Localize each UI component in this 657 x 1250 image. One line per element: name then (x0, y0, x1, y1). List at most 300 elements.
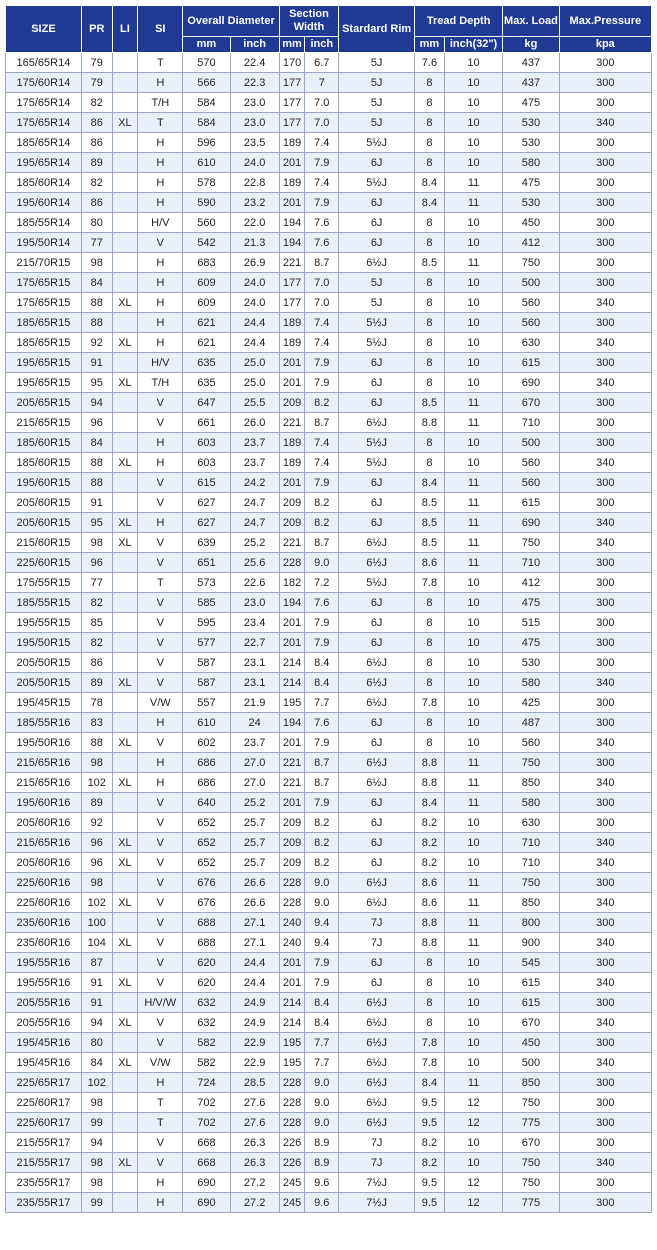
standard-rim-cell: 5½J (339, 173, 415, 193)
standard-rim-cell: 5J (339, 293, 415, 313)
section-width-inch-cell: 9.4 (305, 913, 339, 933)
overall-diameter-inch-cell: 22.3 (230, 73, 279, 93)
li-cell (112, 493, 138, 513)
overall-diameter-inch-cell: 25.0 (230, 373, 279, 393)
pr-cell: 82 (81, 593, 112, 613)
max-pressure-cell: 340 (559, 533, 651, 553)
max-load-cell: 437 (503, 73, 559, 93)
tread-depth-mm-cell: 8 (415, 333, 445, 353)
standard-rim-cell: 6½J (339, 993, 415, 1013)
section-width-mm-cell: 194 (279, 713, 305, 733)
size-cell: 175/65R14 (6, 93, 82, 113)
overall-diameter-inch-cell: 23.7 (230, 453, 279, 473)
pr-cell: 85 (81, 613, 112, 633)
max-load-cell: 630 (503, 333, 559, 353)
section-width-mm-cell: 209 (279, 393, 305, 413)
li-cell (112, 413, 138, 433)
pr-cell: 86 (81, 653, 112, 673)
li-cell (112, 1033, 138, 1053)
tread-depth-inch-cell: 10 (444, 1133, 502, 1153)
overall-diameter-mm-cell: 621 (183, 313, 230, 333)
max-load-cell: 750 (503, 253, 559, 273)
standard-rim-cell: 6J (339, 513, 415, 533)
si-cell: H (138, 713, 183, 733)
li-cell (112, 653, 138, 673)
overall-diameter-mm-cell: 587 (183, 653, 230, 673)
section-width-inch-cell: 7.0 (305, 93, 339, 113)
table-row (6, 1193, 652, 1213)
max-load-cell: 412 (503, 233, 559, 253)
tread-depth-inch-cell: 10 (444, 573, 502, 593)
max-pressure-cell: 300 (559, 413, 651, 433)
size-cell: 185/55R14 (6, 213, 82, 233)
max-pressure-cell: 300 (559, 193, 651, 213)
max-load-cell: 690 (503, 513, 559, 533)
overall-diameter-inch-cell: 22.6 (230, 573, 279, 593)
overall-diameter-inch-cell: 24.9 (230, 1013, 279, 1033)
li-cell: XL (112, 293, 138, 313)
tread-depth-mm-cell: 8 (415, 613, 445, 633)
section-width-inch-cell: 8.7 (305, 753, 339, 773)
overall-diameter-inch-cell: 23.0 (230, 93, 279, 113)
si-cell: V (138, 953, 183, 973)
li-cell: XL (112, 533, 138, 553)
size-cell: 225/60R16 (6, 873, 82, 893)
section-width-mm-cell: 201 (279, 353, 305, 373)
tread-depth-mm-cell: 8 (415, 113, 445, 133)
size-cell: 195/50R16 (6, 733, 82, 753)
max-load-cell: 750 (503, 533, 559, 553)
overall-diameter-mm-cell: 584 (183, 93, 230, 113)
overall-diameter-inch-unit: inch (230, 37, 279, 53)
table-row (6, 353, 652, 373)
section-width-inch-cell: 9.0 (305, 1113, 339, 1133)
section-width-mm-cell: 209 (279, 853, 305, 873)
standard-rim-cell: 5½J (339, 313, 415, 333)
overall-diameter-mm-cell: 621 (183, 333, 230, 353)
size-cell: 175/65R14 (6, 113, 82, 133)
overall-diameter-mm-cell: 585 (183, 593, 230, 613)
tread-depth-inch-cell: 11 (444, 513, 502, 533)
si-cell: T/H (138, 93, 183, 113)
overall-diameter-mm-cell: 668 (183, 1133, 230, 1153)
standard-rim-cell: 6J (339, 233, 415, 253)
standard-rim-cell: 6J (339, 833, 415, 853)
section-width-mm-cell: 221 (279, 253, 305, 273)
overall-diameter-mm-cell: 690 (183, 1173, 230, 1193)
size-cell: 195/65R14 (6, 153, 82, 173)
si-cell: V (138, 1153, 183, 1173)
overall-diameter-mm-cell: 627 (183, 513, 230, 533)
max-pressure-cell: 340 (559, 973, 651, 993)
section-width-mm-cell: 189 (279, 433, 305, 453)
standard-rim-cell: 6½J (339, 1073, 415, 1093)
li-cell: XL (112, 333, 138, 353)
size-cell: 205/65R15 (6, 393, 82, 413)
standard-rim-cell: 6½J (339, 673, 415, 693)
si-cell: V (138, 673, 183, 693)
size-cell: 185/60R15 (6, 453, 82, 473)
max-load-cell: 515 (503, 613, 559, 633)
table-row (6, 1053, 652, 1073)
li-cell: XL (112, 933, 138, 953)
size-cell: 175/55R15 (6, 573, 82, 593)
section-width-inch-cell: 7.7 (305, 693, 339, 713)
size-cell: 185/60R15 (6, 433, 82, 453)
pr-cell: 96 (81, 853, 112, 873)
li-cell (112, 753, 138, 773)
overall-diameter-mm-cell: 573 (183, 573, 230, 593)
size-cell: 195/45R16 (6, 1033, 82, 1053)
max-pressure-cell: 300 (559, 753, 651, 773)
standard-rim-cell: 6J (339, 353, 415, 373)
section-width-inch-cell: 8.9 (305, 1133, 339, 1153)
section-width-mm-cell: 209 (279, 513, 305, 533)
standard-rim-cell: 7J (339, 1153, 415, 1173)
section-width-inch-cell: 8.7 (305, 413, 339, 433)
max-pressure-cell: 300 (559, 553, 651, 573)
li-cell (112, 573, 138, 593)
max-load-cell: 775 (503, 1193, 559, 1213)
max-load-cell: 475 (503, 633, 559, 653)
section-width-inch-cell: 7.6 (305, 593, 339, 613)
overall-diameter-inch-cell: 23.0 (230, 113, 279, 133)
table-row (6, 1093, 652, 1113)
max-load-cell: 437 (503, 53, 559, 73)
section-width-mm-cell: 228 (279, 1073, 305, 1093)
si-cell: V (138, 973, 183, 993)
section-width-inch-cell: 8.4 (305, 1013, 339, 1033)
tread-depth-mm-cell: 8.4 (415, 193, 445, 213)
section-width-mm-cell: 228 (279, 893, 305, 913)
pr-cell: 98 (81, 1093, 112, 1113)
table-row (6, 793, 652, 813)
overall-diameter-mm-cell: 651 (183, 553, 230, 573)
si-cell: V (138, 933, 183, 953)
section-width-mm-cell: 177 (279, 273, 305, 293)
section-width-mm-cell: 201 (279, 973, 305, 993)
li-cell (112, 1193, 138, 1213)
overall-diameter-mm-cell: 676 (183, 873, 230, 893)
overall-diameter-inch-cell: 27.2 (230, 1173, 279, 1193)
section-width-mm-cell: 228 (279, 1093, 305, 1113)
max-load-cell: 710 (503, 553, 559, 573)
max-pressure-cell: 300 (559, 73, 651, 93)
tread-depth-mm-cell: 8 (415, 293, 445, 313)
tread-depth-mm-cell: 8 (415, 633, 445, 653)
section-width-inch-cell: 8.2 (305, 493, 339, 513)
max-pressure-cell: 340 (559, 833, 651, 853)
overall-diameter-inch-cell: 25.2 (230, 793, 279, 813)
tread-depth-inch-cell: 10 (444, 73, 502, 93)
size-cell: 205/50R15 (6, 673, 82, 693)
overall-diameter-mm-cell: 570 (183, 53, 230, 73)
max-pressure-cell: 340 (559, 853, 651, 873)
overall-diameter-inch-cell: 23.0 (230, 593, 279, 613)
overall-diameter-mm-cell: 542 (183, 233, 230, 253)
si-cell: H (138, 313, 183, 333)
tread-depth-mm-cell: 8.5 (415, 393, 445, 413)
standard-rim-cell: 6½J (339, 893, 415, 913)
overall-diameter-mm-cell: 647 (183, 393, 230, 413)
max-load-cell: 500 (503, 433, 559, 453)
tread-depth-inch-cell: 10 (444, 93, 502, 113)
overall-diameter-inch-cell: 24.4 (230, 333, 279, 353)
pr-cell: 84 (81, 1053, 112, 1073)
pr-cell: 78 (81, 693, 112, 713)
max-load-cell: 615 (503, 993, 559, 1013)
overall-diameter-inch-cell: 24.7 (230, 513, 279, 533)
table-row (6, 373, 652, 393)
max-pressure-cell: 340 (559, 453, 651, 473)
overall-diameter-inch-cell: 23.7 (230, 433, 279, 453)
overall-diameter-inch-cell: 25.7 (230, 833, 279, 853)
tread-depth-mm-cell: 8.4 (415, 473, 445, 493)
section-width-mm-cell: 228 (279, 873, 305, 893)
overall-diameter-inch-cell: 26.6 (230, 893, 279, 913)
overall-diameter-inch-cell: 25.2 (230, 533, 279, 553)
overall-diameter-inch-cell: 24.9 (230, 993, 279, 1013)
max-pressure-cell: 300 (559, 433, 651, 453)
size-cell: 235/55R17 (6, 1193, 82, 1213)
max-load-cell: 560 (503, 293, 559, 313)
max-pressure-cell: 300 (559, 153, 651, 173)
overall-diameter-mm-cell: 690 (183, 1193, 230, 1213)
standard-rim-cell: 6J (339, 153, 415, 173)
size-cell: 195/55R15 (6, 613, 82, 633)
pr-cell: 98 (81, 253, 112, 273)
overall-diameter-mm-cell: 603 (183, 453, 230, 473)
tread-depth-inch-cell: 10 (444, 833, 502, 853)
max-load-cell: 500 (503, 1053, 559, 1073)
max-pressure-cell: 300 (559, 573, 651, 593)
tread-depth-mm-cell: 8 (415, 73, 445, 93)
tread-depth-mm-cell: 8.5 (415, 513, 445, 533)
tread-depth-mm-cell: 8 (415, 353, 445, 373)
section-width-inch-cell: 9.4 (305, 933, 339, 953)
si-cell: T (138, 1113, 183, 1133)
li-cell (112, 153, 138, 173)
overall-diameter-inch-cell: 23.1 (230, 673, 279, 693)
si-cell: H/V (138, 353, 183, 373)
li-cell (112, 1073, 138, 1093)
tire-spec-table-container (5, 5, 652, 1213)
pr-cell: 104 (81, 933, 112, 953)
section-width-mm-cell: 189 (279, 173, 305, 193)
pr-cell: 95 (81, 373, 112, 393)
size-cell: 235/60R16 (6, 913, 82, 933)
max-load-cell: 560 (503, 733, 559, 753)
li-cell (112, 873, 138, 893)
li-cell: XL (112, 1013, 138, 1033)
overall-diameter-inch-cell: 24.4 (230, 973, 279, 993)
max-load-cell: 670 (503, 393, 559, 413)
section-width-mm-cell: 194 (279, 593, 305, 613)
pr-cell: 77 (81, 573, 112, 593)
section-width-mm-cell: 201 (279, 633, 305, 653)
li-cell: XL (112, 833, 138, 853)
overall-diameter-mm-cell: 627 (183, 493, 230, 513)
li-cell: XL (112, 733, 138, 753)
section-width-inch-cell: 7.6 (305, 213, 339, 233)
section-width-inch-cell: 6.7 (305, 53, 339, 73)
overall-diameter-mm-cell: 566 (183, 73, 230, 93)
overall-diameter-mm-cell: 620 (183, 953, 230, 973)
max-pressure-cell: 300 (559, 1093, 651, 1113)
section-width-mm-cell: 240 (279, 913, 305, 933)
overall-diameter-mm-cell: 610 (183, 153, 230, 173)
li-cell: XL (112, 453, 138, 473)
li-cell (112, 713, 138, 733)
si-cell: V (138, 1133, 183, 1153)
pr-cell: 99 (81, 1193, 112, 1213)
standard-rim-cell: 6½J (339, 653, 415, 673)
section-width-mm-cell: 177 (279, 73, 305, 93)
tread-depth-inch-cell: 11 (444, 1073, 502, 1093)
tread-depth-mm-cell: 8.5 (415, 493, 445, 513)
max-load-cell: 850 (503, 773, 559, 793)
li-cell (112, 173, 138, 193)
table-row (6, 1113, 652, 1133)
section-width-inch-cell: 8.7 (305, 773, 339, 793)
section-width-inch-cell: 7.9 (305, 973, 339, 993)
si-cell: V (138, 493, 183, 513)
overall-diameter-inch-cell: 23.4 (230, 613, 279, 633)
standard-rim-cell: 6J (339, 373, 415, 393)
max-pressure-cell: 300 (559, 613, 651, 633)
pr-cell: 82 (81, 93, 112, 113)
max-pressure-cell: 300 (559, 273, 651, 293)
tread-depth-mm-cell: 8 (415, 733, 445, 753)
standard-rim-cell: 5J (339, 53, 415, 73)
pr-cell: 98 (81, 533, 112, 553)
li-cell (112, 633, 138, 653)
size-cell: 215/70R15 (6, 253, 82, 273)
li-cell: XL (112, 673, 138, 693)
max-load-cell: 487 (503, 713, 559, 733)
section-width-mm-cell: 201 (279, 193, 305, 213)
max-load-cell: 450 (503, 1033, 559, 1053)
li-cell (112, 193, 138, 213)
section-width-mm-cell: 245 (279, 1193, 305, 1213)
overall-diameter-mm-cell: 683 (183, 253, 230, 273)
size-cell: 195/60R16 (6, 793, 82, 813)
section-width-inch-cell: 7.4 (305, 313, 339, 333)
overall-diameter-inch-cell: 26.3 (230, 1153, 279, 1173)
tread-depth-mm-cell: 8 (415, 973, 445, 993)
size-cell: 195/65R15 (6, 353, 82, 373)
max-load-cell: 710 (503, 833, 559, 853)
size-cell: 215/55R17 (6, 1133, 82, 1153)
size-cell: 215/65R15 (6, 413, 82, 433)
overall-diameter-mm-cell: 578 (183, 173, 230, 193)
size-cell: 195/50R15 (6, 633, 82, 653)
tread-depth-mm-cell: 8.8 (415, 913, 445, 933)
section-width-inch-cell: 9.0 (305, 1073, 339, 1093)
max-load-unit: kg (503, 37, 559, 53)
max-load-cell: 580 (503, 793, 559, 813)
si-cell: V (138, 1033, 183, 1053)
si-cell: H/V/W (138, 993, 183, 1013)
table-row (6, 1153, 652, 1173)
overall-diameter-inch-cell: 22.8 (230, 173, 279, 193)
tread-depth-mm-cell: 8.8 (415, 413, 445, 433)
si-cell: T (138, 53, 183, 73)
pr-cell: 79 (81, 53, 112, 73)
table-row (6, 153, 652, 173)
section-width-inch-cell: 7.6 (305, 713, 339, 733)
standard-rim-cell: 6J (339, 613, 415, 633)
li-cell (112, 613, 138, 633)
si-cell: H (138, 753, 183, 773)
pr-cell: 89 (81, 153, 112, 173)
max-pressure-cell: 300 (559, 493, 651, 513)
tread-depth-inch-cell: 10 (444, 993, 502, 1013)
section-width-mm-cell: 221 (279, 753, 305, 773)
table-row (6, 593, 652, 613)
standard-rim-cell: 6½J (339, 693, 415, 713)
section-width-mm-unit: mm (279, 37, 305, 53)
section-width-inch-cell: 7.9 (305, 793, 339, 813)
tread-depth-mm-cell: 8 (415, 213, 445, 233)
section-width-inch-cell: 8.2 (305, 393, 339, 413)
tread-depth-inch-cell: 10 (444, 353, 502, 373)
tire-spec-table (5, 5, 652, 1213)
si-cell: V (138, 813, 183, 833)
standard-rim-cell: 6½J (339, 1113, 415, 1133)
standard-rim-cell: 6J (339, 733, 415, 753)
table-row (6, 533, 652, 553)
section-width-mm-cell: 177 (279, 113, 305, 133)
tread-depth-mm-cell: 8.2 (415, 1133, 445, 1153)
li-cell: XL (112, 1053, 138, 1073)
size-cell: 225/60R15 (6, 553, 82, 573)
tread-depth-inch-cell: 12 (444, 1173, 502, 1193)
overall-diameter-mm-cell: 635 (183, 353, 230, 373)
si-cell: H (138, 173, 183, 193)
section-width-mm-cell: 209 (279, 813, 305, 833)
tread-depth-inch-cell: 10 (444, 133, 502, 153)
max-load-cell: 850 (503, 893, 559, 913)
tread-depth-mm-cell: 8.8 (415, 933, 445, 953)
li-cell (112, 353, 138, 373)
max-pressure-cell: 300 (559, 813, 651, 833)
li-cell (112, 433, 138, 453)
si-cell: V (138, 473, 183, 493)
table-row (6, 733, 652, 753)
overall-diameter-inch-cell: 23.1 (230, 653, 279, 673)
table-row (6, 753, 652, 773)
si-cell: V (138, 553, 183, 573)
pr-cell: 92 (81, 333, 112, 353)
max-pressure-cell: 340 (559, 293, 651, 313)
tread-depth-inch-cell: 11 (444, 553, 502, 573)
table-row (6, 1133, 652, 1153)
table-row (6, 333, 652, 353)
max-load-cell: 530 (503, 653, 559, 673)
pr-header: PR (81, 6, 112, 53)
tread-depth-inch-cell: 11 (444, 413, 502, 433)
section-width-inch-cell: 7.2 (305, 573, 339, 593)
section-width-mm-cell: 195 (279, 1053, 305, 1073)
overall-diameter-mm-cell: 688 (183, 933, 230, 953)
pr-cell: 88 (81, 313, 112, 333)
tread-depth-inch-cell: 12 (444, 1093, 502, 1113)
pr-cell: 100 (81, 913, 112, 933)
section-width-inch-cell: 9.0 (305, 893, 339, 913)
section-width-mm-cell: 189 (279, 453, 305, 473)
max-load-cell: 450 (503, 213, 559, 233)
